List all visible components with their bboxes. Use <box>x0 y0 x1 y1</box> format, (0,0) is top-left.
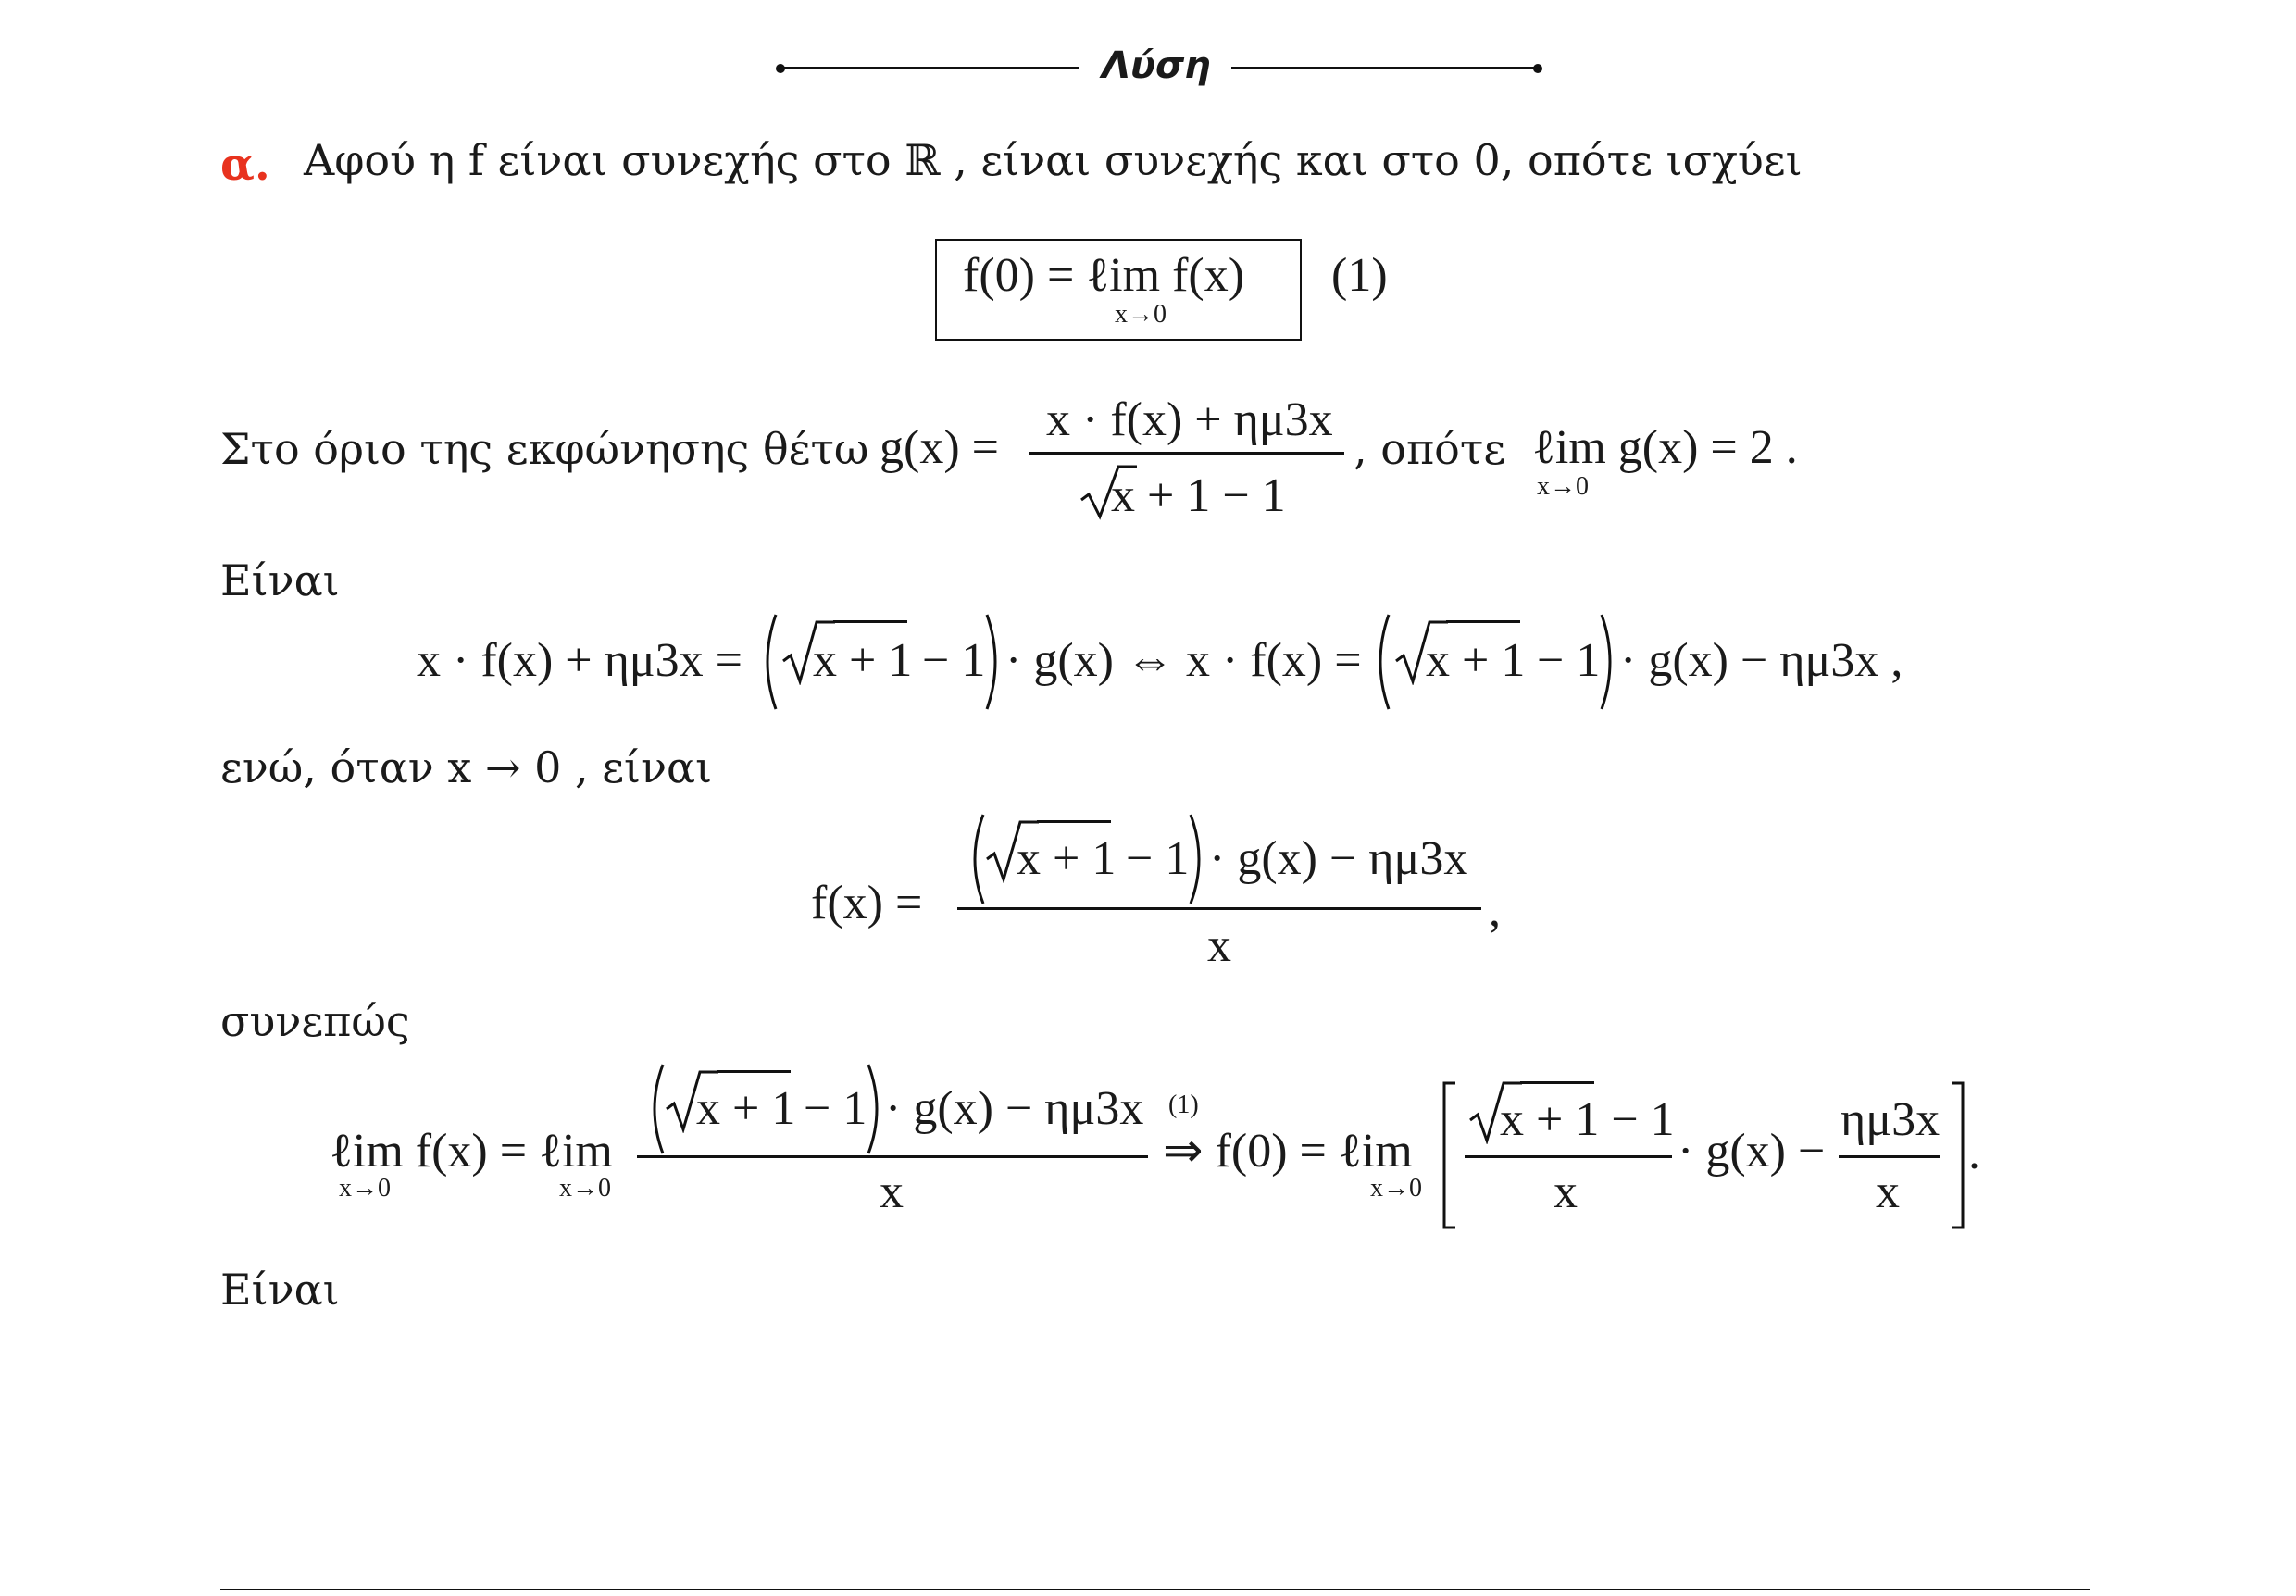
footer-rule <box>220 1589 2090 1590</box>
eq2-paren-open-1 <box>757 613 780 711</box>
eq4-end: . <box>1968 1127 1980 1179</box>
eq2-sqrt-content-2: x + 1 <box>1426 634 1526 687</box>
eq4-lim-left: ℓim f(x) = ℓim <box>330 1125 613 1178</box>
synepos-text: συνεπώς <box>220 996 410 1046</box>
eq2-sqrt-content-1: x + 1 <box>813 634 913 687</box>
eno-text: ενώ, όταν x → 0 , είναι <box>220 742 713 792</box>
eq3-fraction-bar <box>957 907 1481 910</box>
header-rule-right <box>1231 67 1537 69</box>
einai-label-2: Είναι <box>220 1265 340 1315</box>
eq4-lim-sub-2: x→0 <box>559 1174 611 1203</box>
eq3-sqrt-bar <box>1037 820 1111 823</box>
header-rule-left <box>780 67 1079 69</box>
header-dot-right <box>1533 64 1542 73</box>
eq2-end: · g(x) − ημ3x , <box>1620 634 1903 687</box>
eq3-comma: , <box>1489 884 1501 937</box>
eq4-denominator: x <box>880 1166 904 1218</box>
def-g-after: , οπότε <box>1354 424 1506 474</box>
einai-label-1: Είναι <box>220 555 340 605</box>
eq3-minus-one: − 1 <box>1126 832 1190 885</box>
eq3-numerator-rest: · g(x) − ημ3x <box>1209 832 1468 885</box>
eq4-fraction-bar <box>637 1155 1148 1158</box>
eq4-b-numerator: x + 1 − 1 <box>1500 1093 1675 1146</box>
eq4-c-denominator: x <box>1876 1166 1900 1218</box>
eq4-lim-sub-1: x→0 <box>339 1174 391 1203</box>
def-g-lim-sub: x→0 <box>1537 472 1589 501</box>
eq4-sqrt-bar <box>717 1070 791 1073</box>
part-a-label: α. <box>220 139 270 191</box>
eq3-denominator: x <box>1207 919 1231 972</box>
def-g-numerator: x · f(x) + ημ3x <box>1046 393 1333 446</box>
eq4-c-numerator: ημ3x <box>1841 1093 1940 1146</box>
eq4-c-fraction-bar <box>1839 1155 1940 1158</box>
eq4-b-sqrt-bar <box>1520 1081 1594 1084</box>
eq2-left: x · f(x) + ημ3x = <box>417 634 742 687</box>
eq4-bracket-open <box>1442 1081 1457 1229</box>
eq4-arrow-part: ⇒ f(0) = ℓim <box>1163 1125 1413 1178</box>
eq2-minus-one-2: − 1 <box>1537 634 1601 687</box>
eq4-arrow-tag: (1) <box>1168 1091 1199 1119</box>
part-a-intro: Αφού η f είναι συνεχής στο ℝ , είναι συνεχής και στο 0, οπότε ισχύει <box>304 135 1803 185</box>
eq4-b-denominator: x <box>1554 1166 1578 1218</box>
eq3-lhs: f(x) = <box>811 877 923 929</box>
def-g-text: Στο όριο της εκφώνησης θέτω <box>220 424 869 474</box>
section-title: Λύση <box>1102 44 1211 87</box>
eq1-lim-sub: x→0 <box>1115 300 1167 329</box>
eq2-sqrt-bar-2 <box>1446 620 1520 623</box>
eq4-paren-close <box>865 1063 887 1155</box>
eq4-bracket-close <box>1950 1081 1965 1229</box>
eq2-middle: · g(x) ⇔ x · f(x) = <box>1005 634 1362 687</box>
eq1-expression: f(0) = ℓim f(x) <box>963 249 1245 302</box>
eq3-paren-close <box>1187 813 1209 905</box>
eq2-minus-one-1: − 1 <box>922 634 986 687</box>
def-g-lhs: g(x) = <box>880 421 999 474</box>
eq3-sqrt-content: x + 1 <box>1017 832 1117 885</box>
eq4-minus-one: − 1 <box>804 1082 867 1135</box>
eq4-mid: · g(x) − <box>1678 1125 1826 1178</box>
eq4-sqrt-content: x + 1 <box>696 1082 796 1135</box>
eq1-tag: (1) <box>1331 249 1388 302</box>
def-g-fraction-bar <box>1029 452 1344 455</box>
eq2-paren-open-2 <box>1370 613 1392 711</box>
eq2-sqrt-bar-1 <box>833 620 907 623</box>
eq4-b-fraction-bar <box>1465 1155 1672 1158</box>
def-g-lim-expr: ℓim g(x) = 2 . <box>1532 421 1798 474</box>
eq2-paren-close-2 <box>1598 613 1620 711</box>
def-g-denominator: x + 1 − 1 <box>1111 469 1286 522</box>
eq4-lim-sub-3: x→0 <box>1370 1174 1422 1203</box>
eq4-numerator-rest: · g(x) − ημ3x <box>885 1082 1144 1135</box>
eq2-paren-close-1 <box>983 613 1005 711</box>
